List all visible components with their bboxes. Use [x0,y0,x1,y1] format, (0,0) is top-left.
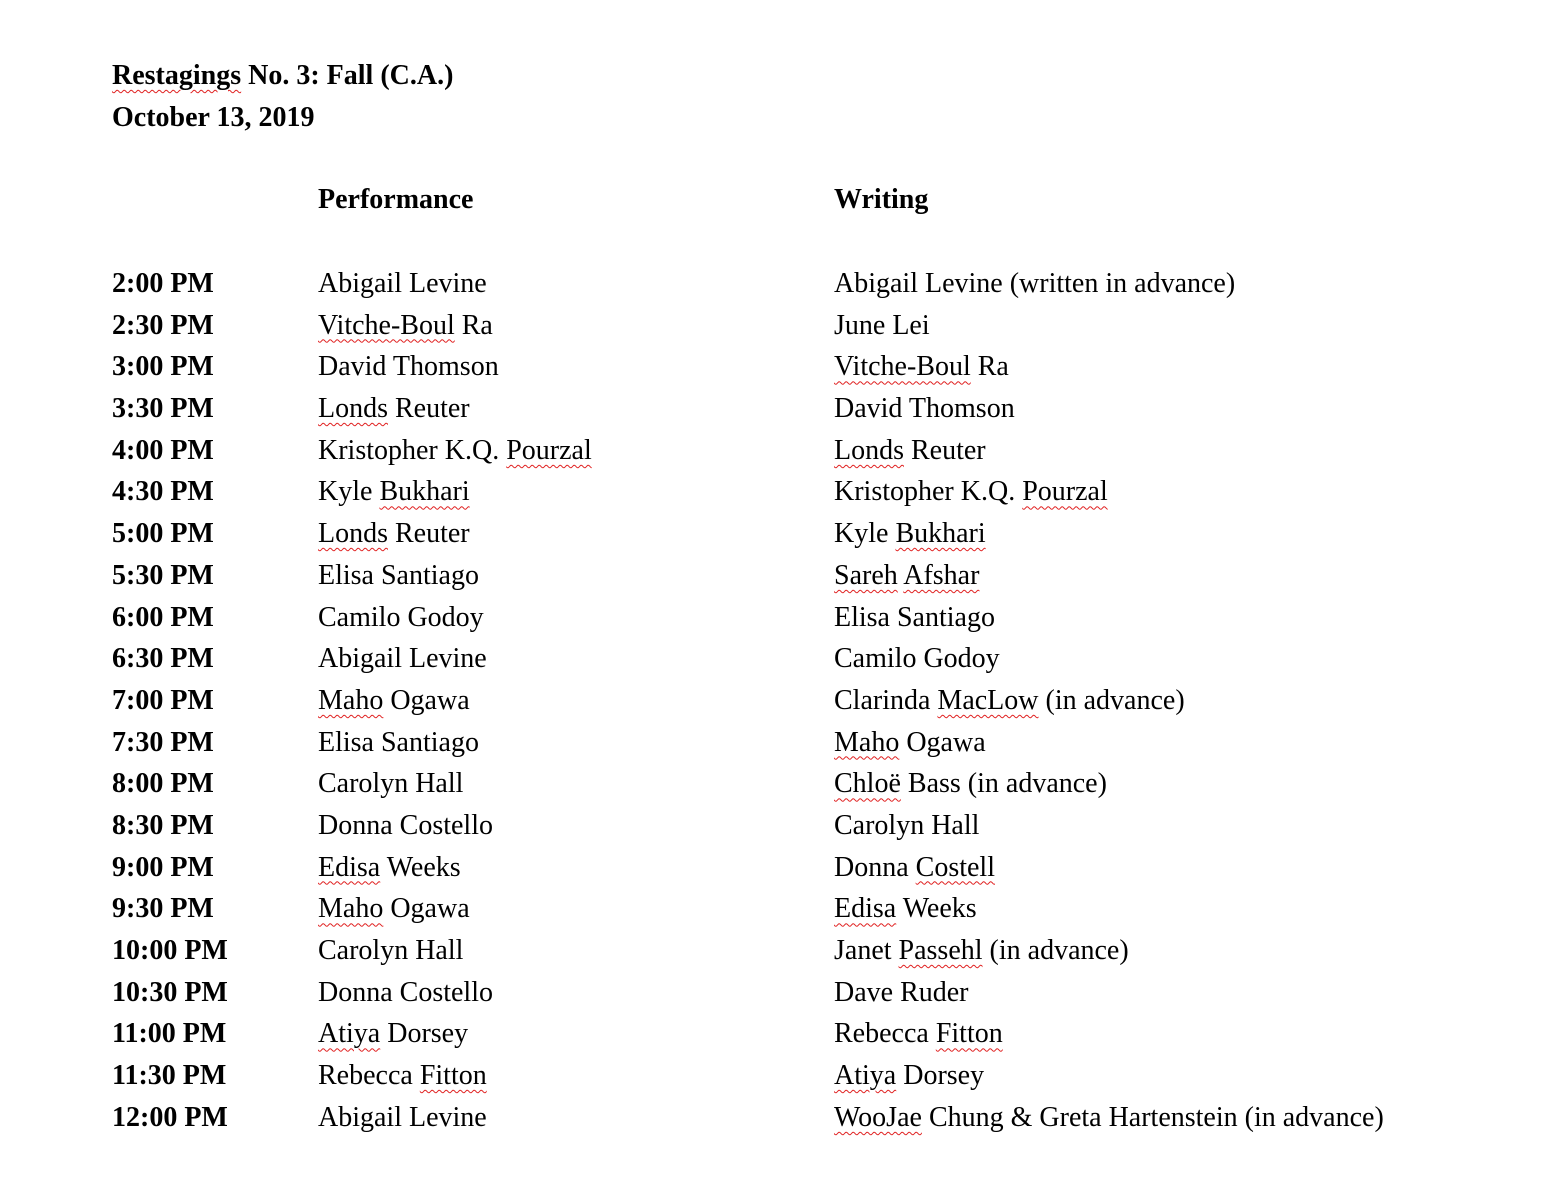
title-prefix: Restagings [112,60,242,91]
writing-name [834,1102,1384,1134]
title-rest: No. 3: Fall (C.A.) [241,60,454,91]
writing-name-text: Bukhari [895,518,986,550]
writing-name-text: Fitton [935,1018,1003,1050]
performance-name-text: Maho [318,893,384,925]
performance-column-header: Performance [318,184,474,215]
writing-name-text: MacLow [937,684,1039,716]
writing-name [834,852,995,884]
writing-name-text: Ra [970,351,1009,383]
writing-name [834,1018,1003,1050]
performance-name-text: Donna Costello [318,976,493,1008]
writing-name [834,518,986,550]
writing-name-text: WooJae [834,1101,922,1133]
performance-name-text: Donna Costello [318,809,493,841]
performance-name-text: Kristopher K.Q. [318,434,507,466]
performance-name-text: Carolyn Hall [318,935,464,966]
writing-name-text: Dorsey [896,1060,985,1092]
schedule-row [112,935,1532,977]
schedule-row [112,1018,1532,1060]
time-slot: 4:30 PM [112,476,214,508]
writing-name-text: Carolyn Hall [834,809,980,841]
performance-name [318,602,484,634]
time-slot: 9:00 PM [112,851,214,883]
performance-name-text: Ogawa [383,684,470,716]
performance-name [318,935,463,967]
performance-name-text: Elisa Santiago [318,726,479,758]
writing-name-text: Chloë [834,768,901,800]
document-title [112,60,453,92]
schedule-row [112,351,1532,393]
writing-name [834,602,995,634]
performance-name [318,268,487,300]
writing-name [834,476,1108,508]
time-slot: 2:30 PM [112,309,214,341]
writing-name-text: Edisa [834,893,897,925]
schedule-row [112,893,1532,935]
writing-name-text: Sareh [834,559,898,591]
writing-name [834,393,1015,425]
time-slot: 10:30 PM [112,976,228,1008]
schedule-row [112,727,1532,769]
writing-name-text: Ogawa [899,726,986,758]
writing-name [834,435,986,467]
performance-name-text: Atiya [318,1018,381,1050]
performance-name [318,351,499,383]
time-slot: 7:00 PM [112,684,214,716]
performance-name [318,810,493,842]
schedule-row [112,518,1532,560]
schedule-row [112,393,1532,435]
performance-name-text: David Thomson [318,351,499,383]
writing-name-text: Afshar [903,559,980,591]
writing-name-text: Maho [834,726,900,758]
time-slot: 10:00 PM [112,935,228,966]
writing-name-text: Abigail Levine (written in advance) [834,268,1236,299]
performance-name [318,977,493,1009]
performance-name [318,1060,487,1092]
performance-name [318,435,592,467]
performance-name [318,893,470,925]
schedule-row [112,476,1532,518]
writing-name-text: Passehl [898,935,983,966]
time-slot: 11:30 PM [112,1060,227,1092]
time-slot: 8:30 PM [112,809,214,841]
performance-name-text: Bukhari [379,476,470,508]
schedule-row [112,643,1532,685]
performance-name [318,518,470,550]
performance-name-text: Reuter [388,393,470,425]
performance-name [318,685,470,717]
writing-name [834,768,1107,800]
schedule-list [112,268,1532,1143]
performance-name-text: Ra [454,309,493,341]
writing-name-text: Weeks [896,893,977,925]
writing-name-text: (in advance) [982,935,1129,966]
writing-name-text: Clarinda [834,684,938,716]
time-slot: 3:00 PM [112,351,214,383]
performance-name-text: Weeks [380,851,461,883]
writing-name [834,977,969,1009]
time-slot: 8:00 PM [112,768,214,800]
writing-name [834,685,1185,717]
writing-name-text: Kristopher K.Q. [834,476,1023,508]
time-slot: 2:00 PM [112,268,214,299]
performance-name-text: Londs [318,393,388,425]
writing-name [834,268,1235,300]
writing-name-text: Rebecca [834,1018,936,1050]
performance-name-text: Dorsey [380,1018,469,1050]
time-slot: 11:00 PM [112,1018,227,1050]
schedule-row [112,768,1532,810]
performance-name-text: Rebecca [318,1060,420,1092]
schedule-row [112,1102,1532,1144]
schedule-row [112,310,1532,352]
writing-name-text: Dave Ruder [834,976,969,1008]
time-slot: 4:00 PM [112,434,214,466]
performance-name-text: Abigail Levine [318,1101,487,1133]
schedule-row [112,560,1532,602]
writing-name [834,310,930,342]
performance-name-text: Pourzal [506,434,592,466]
performance-name [318,560,479,592]
writing-name-text: Donna [834,851,916,883]
performance-name [318,1102,487,1134]
time-slot: 7:30 PM [112,726,214,758]
writing-name-text: Kyle [834,518,896,550]
performance-name [318,852,461,884]
writing-name [834,935,1129,967]
writing-name-text: June Lei [834,309,930,341]
writing-name [834,351,1009,383]
writing-name-text: Bass (in advance) [900,768,1107,800]
performance-name [318,727,479,759]
schedule-row [112,1060,1532,1102]
document-date: October 13, 2019 [112,102,315,133]
writing-column-header: Writing [834,184,929,215]
writing-name-text: Janet [834,935,899,966]
performance-name-text: Reuter [388,518,470,550]
schedule-row [112,268,1532,310]
writing-name [834,1060,984,1092]
writing-name [834,893,977,925]
time-slot: 5:00 PM [112,518,214,550]
performance-name-text: Carolyn Hall [318,768,464,800]
schedule-row [112,602,1532,644]
writing-name-text: Chung & Greta Hartenstein (in advance) [921,1101,1384,1133]
schedule-row [112,685,1532,727]
performance-name-text: Camilo Godoy [318,601,484,633]
time-slot: 6:00 PM [112,601,214,633]
writing-name-text: Vitche-Boul [834,351,971,383]
performance-name [318,476,470,508]
writing-name [834,560,979,592]
schedule-row [112,810,1532,852]
performance-name [318,768,463,800]
time-slot: 5:30 PM [112,559,214,591]
writing-name-text: Reuter [904,434,986,466]
writing-name-text: David Thomson [834,393,1015,425]
schedule-row [112,435,1532,477]
performance-name-text: Maho [318,684,384,716]
performance-name-text: Edisa [318,851,381,883]
time-slot: 9:30 PM [112,893,214,925]
time-slot: 3:30 PM [112,393,214,425]
performance-name-text: Elisa Santiago [318,559,479,591]
time-slot: 6:30 PM [112,643,214,675]
schedule-row [112,977,1532,1019]
performance-name-text: Vitche-Boul [318,309,455,341]
writing-name-text: Costell [915,851,995,883]
performance-name-text: Abigail Levine [318,643,487,675]
writing-name [834,810,979,842]
schedule-row [112,852,1532,894]
performance-name-text: Londs [318,518,388,550]
performance-name-text: Kyle [318,476,380,508]
writing-name-text: Atiya [834,1060,897,1092]
writing-name-text: Pourzal [1022,476,1108,508]
writing-name-text: Londs [834,434,904,466]
time-slot: 12:00 PM [112,1101,228,1133]
writing-name-text: (in advance) [1038,684,1185,716]
writing-name [834,727,986,759]
performance-name [318,310,493,342]
performance-name-text: Fitton [419,1060,487,1092]
writing-name [834,643,1000,675]
performance-name [318,1018,468,1050]
performance-name-text: Abigail Levine [318,268,487,299]
writing-name-text: Elisa Santiago [834,601,995,633]
writing-name-text: Camilo Godoy [834,643,1000,675]
performance-name-text: Ogawa [383,893,470,925]
performance-name [318,393,470,425]
performance-name [318,643,487,675]
